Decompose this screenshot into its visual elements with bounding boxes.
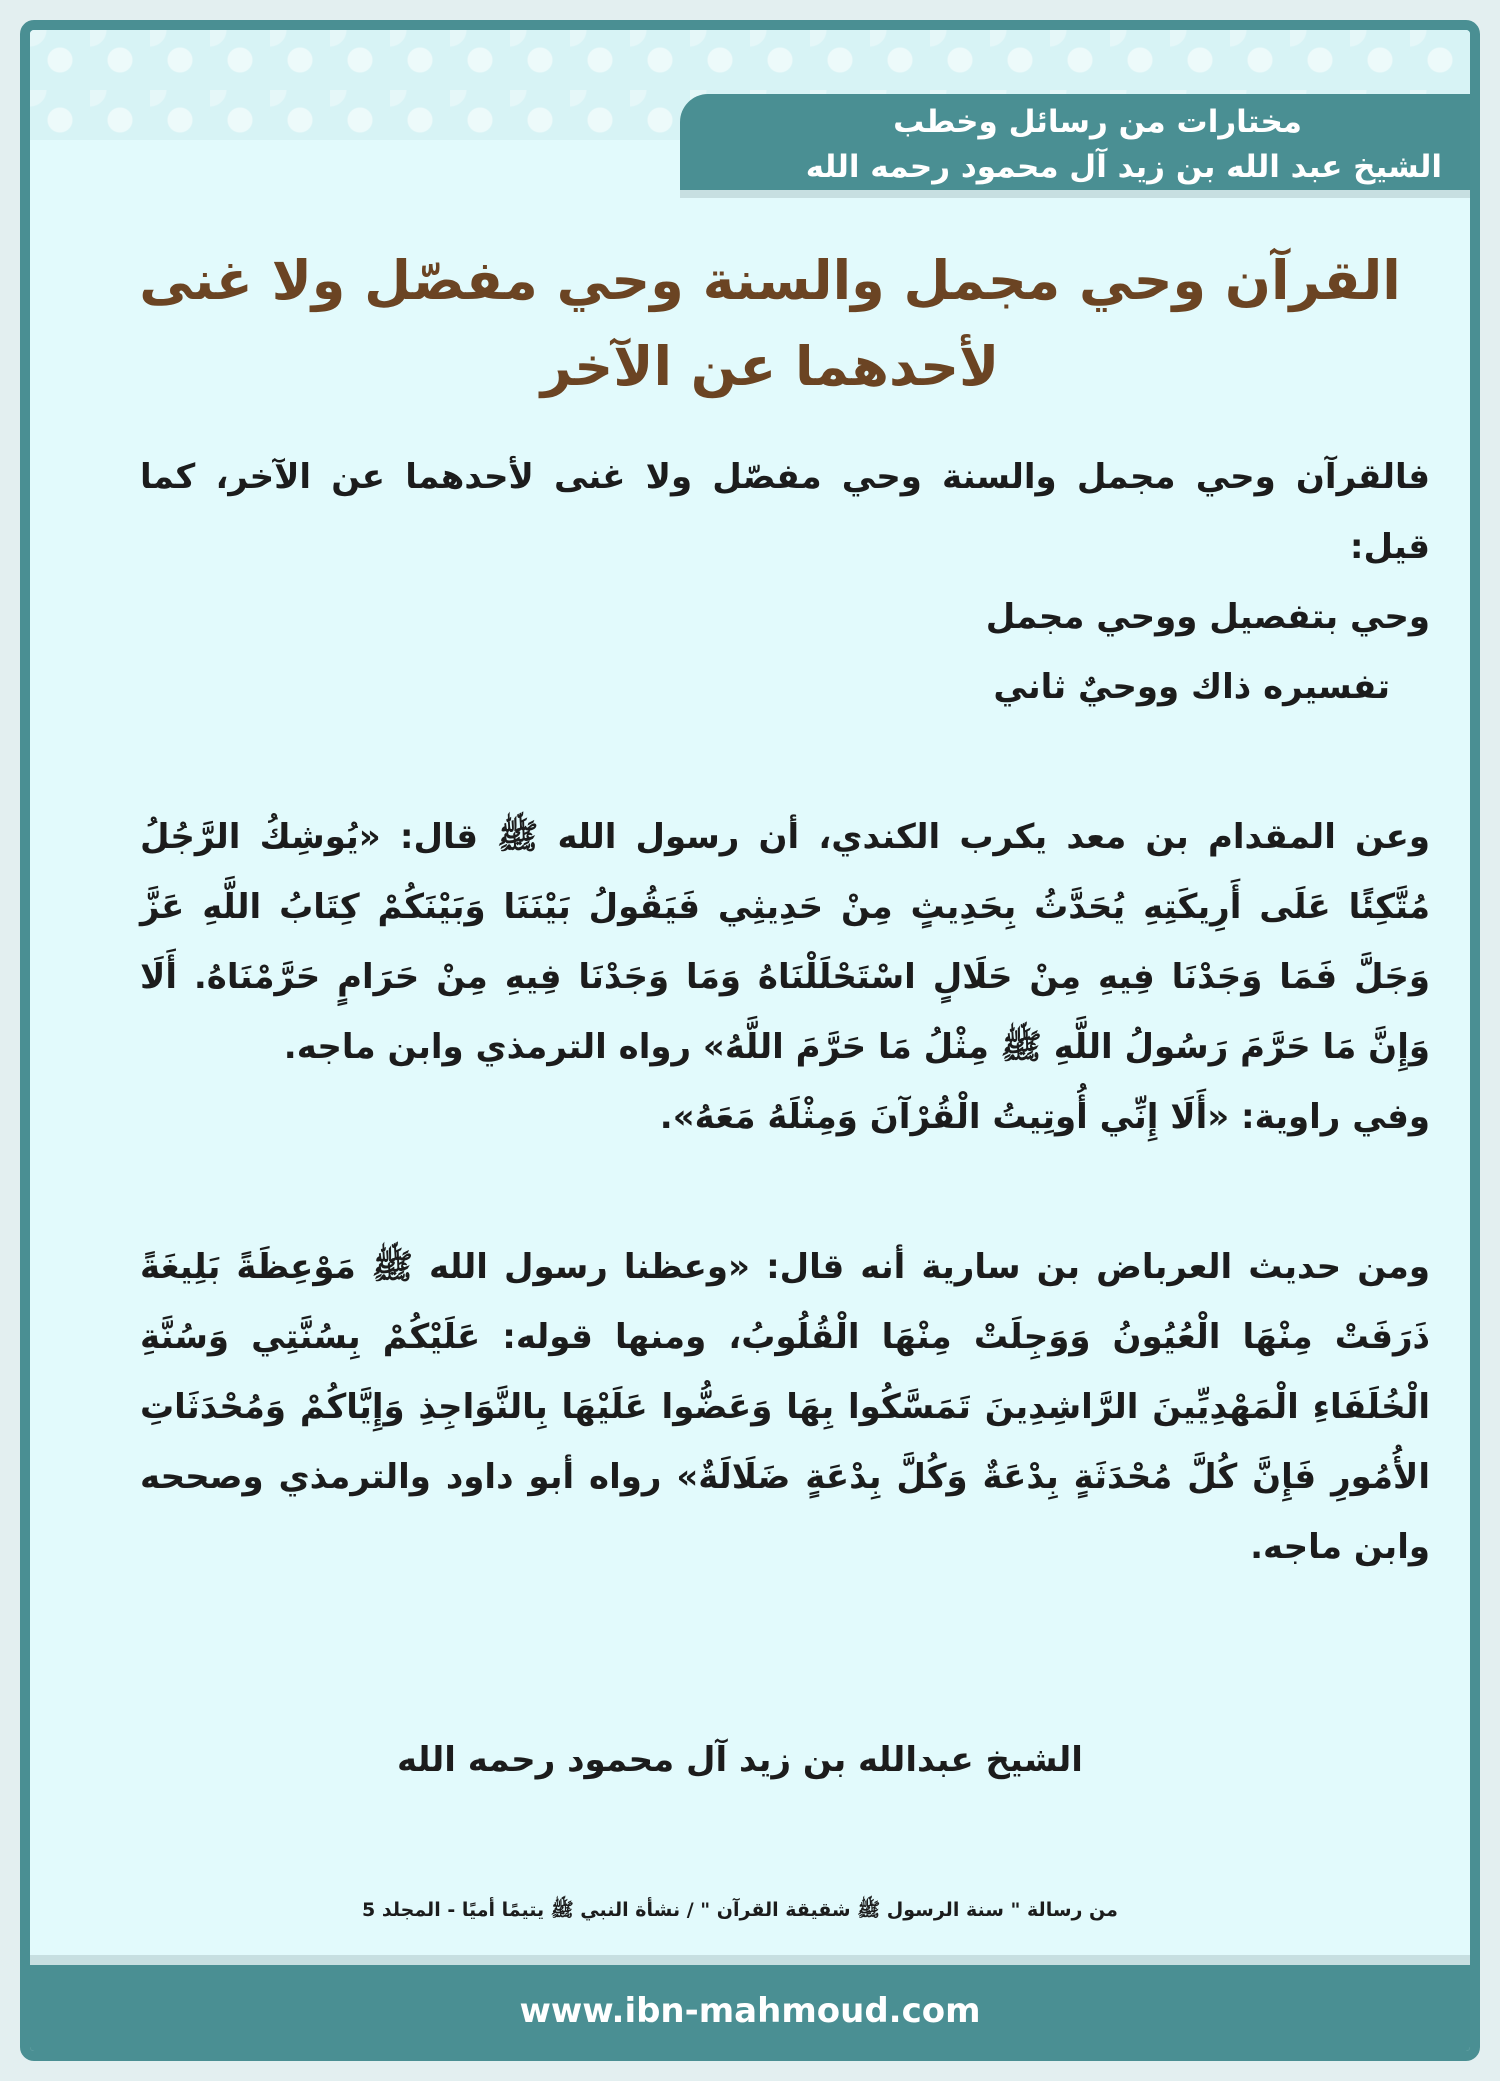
spacer bbox=[140, 1152, 1430, 1232]
footer-bar bbox=[30, 1965, 1470, 2061]
hadith-paragraph-1: وعن المقدام بن معد يكرب الكندي، أن رسول الله ﷺ قال: «يُوشِكُ الرَّجُلُ مُتَّكِئًا عَلَى أَرِيكَتِهِ يُحَدَّثُ بِحَدِيثٍ مِنْ حَدِيثِي فَيَقُولُ بَيْنَنَا وَبَيْنَكُمْ كِتَابُ اللَّهِ عَزَّ وَجَلَّ فَمَا وَجَدْنَا فِيهِ مِنْ حَلَالٍ اسْتَحْلَلْنَاهُ وَمَا وَجَدْنَا فِيهِ مِنْ حَرَامٍ حَرَّمْنَاهُ. أَلَا وَإِنَّ مَا حَرَّمَ رَسُولُ اللَّهِ ﷺ مِثْلُ مَا حَرَّمَ اللَّهُ» رواه الترمذي وابن ماجه. bbox=[140, 817, 1430, 1067]
hadith-variant: وفي راوية: «أَلَا إِنِّي أُوتِيتُ الْقُرْآنَ وَمِثْلَهُ مَعَهُ». bbox=[659, 1097, 1430, 1137]
intro-paragraph: فالقرآن وحي مجمل والسنة وحي مفصّل ولا غنى لأحدهما عن الآخر، كما قيل: bbox=[140, 457, 1430, 567]
spacer bbox=[140, 722, 1430, 802]
footer-divider bbox=[30, 1955, 1470, 1965]
article-body bbox=[140, 442, 1430, 1582]
source-citation: من رسالة " سنة الرسول ﷺ شقيقة القرآن " / نشأة النبي ﷺ يتيمًا أميًا - المجلد 5 bbox=[362, 1899, 1118, 1921]
verse-line-2: تفسيره ذاك ووحيٌ ثاني bbox=[993, 667, 1390, 707]
header-series-title: مختارات من رسائل وخطب bbox=[893, 104, 1302, 140]
poem-verse bbox=[140, 582, 1430, 722]
page-card bbox=[20, 20, 1480, 2061]
verse-line-1: وحي بتفصيل ووحي مجمل bbox=[985, 597, 1430, 637]
page-title: القرآن وحي مجمل والسنة وحي مفصّل ولا غنى لأحدهما عن الآخر bbox=[139, 249, 1401, 398]
header-author: الشيخ عبد الله بن زيد آل محمود رحمه الله bbox=[805, 149, 1442, 185]
website-link[interactable]: www.ibn-mahmoud.com bbox=[519, 1991, 981, 2031]
header-banner bbox=[680, 94, 1470, 198]
author-signature: الشيخ عبدالله بن زيد آل محمود رحمه الله bbox=[397, 1740, 1083, 1780]
hadith-paragraph-2: ومن حديث العرباض بن سارية أنه قال: «وعظنا رسول الله ﷺ مَوْعِظَةً بَلِيغَةً ذَرَفَتْ مِنْهَا الْعُيُونُ وَوَجِلَتْ مِنْهَا الْقُلُوبُ، ومنها قوله: عَلَيْكُمْ بِسُنَّتِي وَسُنَّةِ الْخُلَفَاءِ الْمَهْدِيِّينَ الرَّاشِدِينَ تَمَسَّكُوا بِهَا وَعَضُّوا عَلَيْهَا بِالنَّوَاجِذِ وَإِيَّاكُمْ وَمُحْدَثَاتِ الأُمُورِ فَإِنَّ كُلَّ مُحْدَثَةٍ بِدْعَةٌ وَكُلَّ بِدْعَةٍ ضَلَالَةٌ» رواه أبو داود والترمذي وصححه وابن ماجه. bbox=[140, 1247, 1430, 1567]
